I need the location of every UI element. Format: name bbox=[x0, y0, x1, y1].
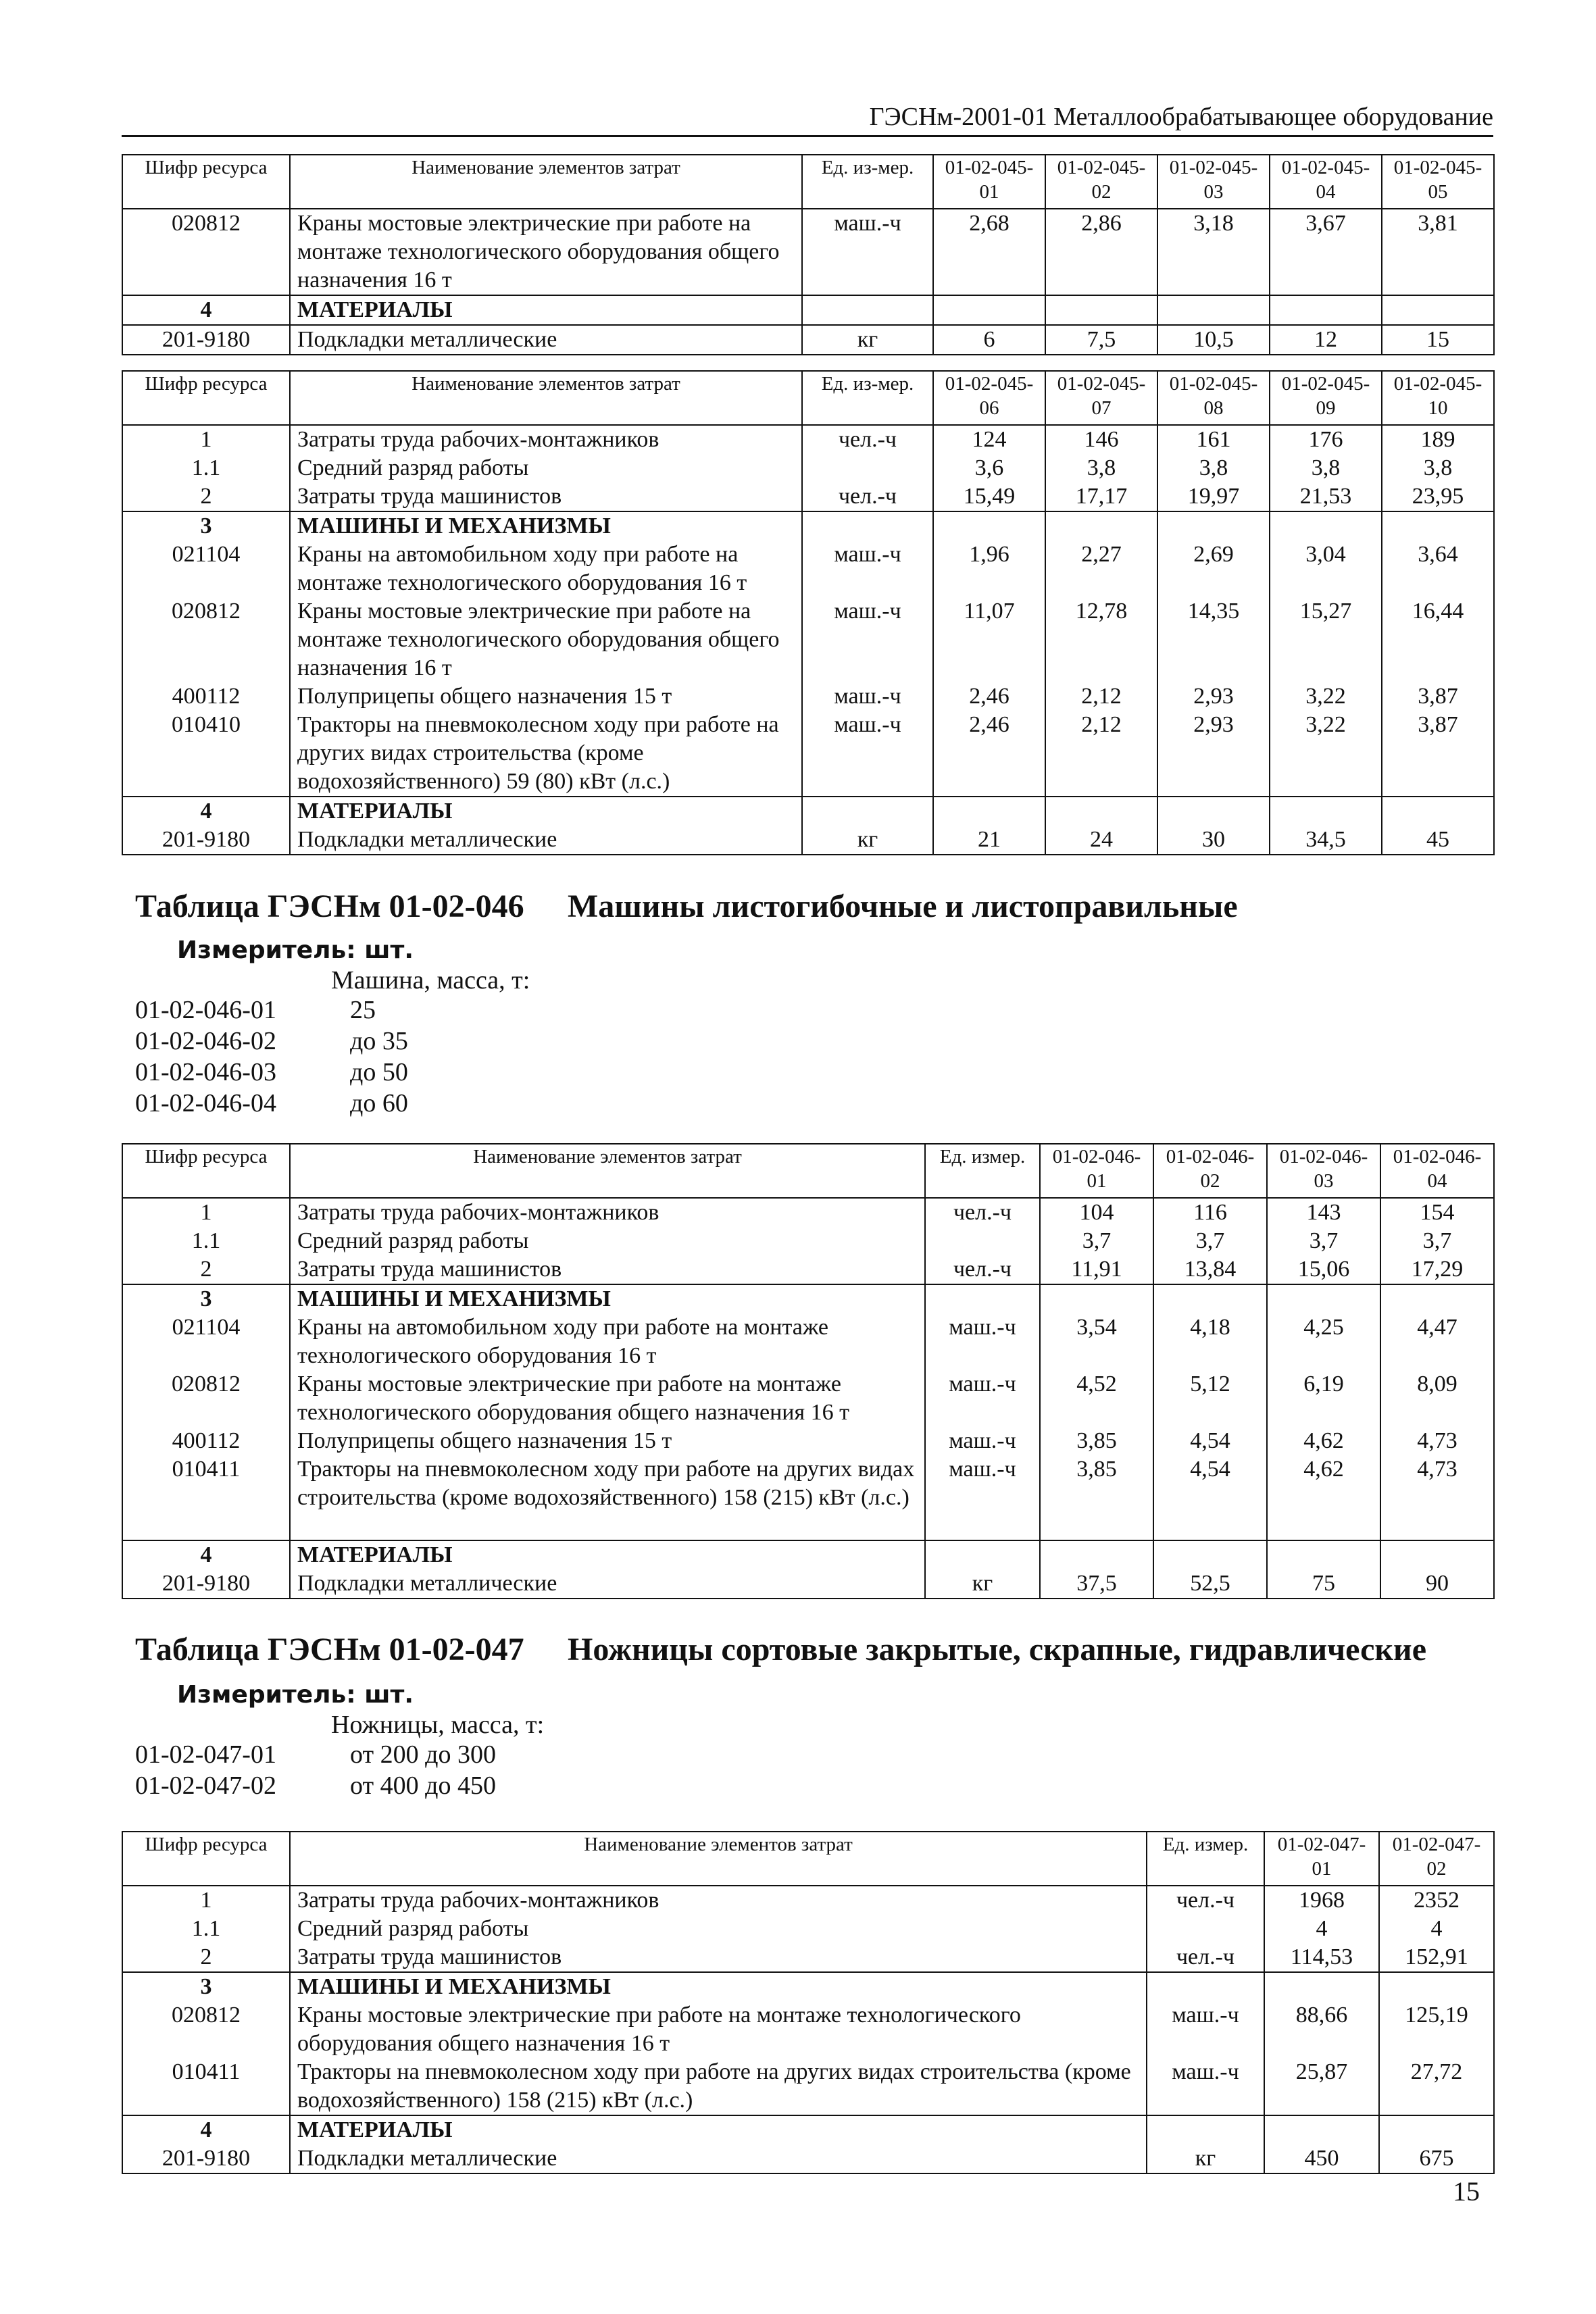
header-unit: Ед. измер. bbox=[925, 1144, 1040, 1198]
value-cell: 7,5 bbox=[1045, 325, 1157, 355]
section-title: МАШИНЫ И МЕХАНИЗМЫ bbox=[290, 511, 802, 540]
header-name: Наименование элементов затрат bbox=[290, 371, 802, 425]
column-header: 01-02-045-02 bbox=[1045, 155, 1157, 209]
table-row bbox=[122, 2058, 1494, 2115]
value-cell: 24 bbox=[1045, 826, 1157, 855]
cost-element-name: Краны мостовые электрические при работе на монтаже технологического оборудования общего назначения 16 т bbox=[290, 597, 802, 682]
cost-element-name: Полуприцепы общего назначения 15 т bbox=[290, 682, 802, 711]
header-code: Шифр ресурса bbox=[122, 155, 290, 209]
value-cell: 13,84 bbox=[1153, 1255, 1267, 1284]
value-cell: 143 bbox=[1267, 1198, 1380, 1227]
value-cell: 189 bbox=[1382, 425, 1494, 454]
section-code: 3 bbox=[122, 1972, 290, 2001]
column-header: 01-02-046-03 bbox=[1267, 1144, 1380, 1198]
value-cell: 19,97 bbox=[1157, 482, 1270, 511]
value-cell: 15 bbox=[1382, 325, 1494, 355]
value-cell: 45 bbox=[1382, 826, 1494, 855]
resource-code: 021104 bbox=[122, 540, 290, 597]
value-cell: 11,07 bbox=[933, 597, 1045, 682]
table-row bbox=[122, 425, 1494, 454]
unit-cell: кг bbox=[802, 826, 933, 855]
resource-code: 1.1 bbox=[122, 1915, 290, 1943]
page-number: 15 bbox=[1453, 2176, 1480, 2207]
header-unit: Ед. из-мер. bbox=[802, 155, 933, 209]
value-cell: 124 bbox=[933, 425, 1045, 454]
running-header: ГЭСНм-2001-01 Металлообрабатывающее оборудование bbox=[122, 100, 1493, 137]
resource-code: 1.1 bbox=[122, 1227, 290, 1255]
table-row bbox=[122, 1943, 1494, 1972]
column-header: 01-02-045-08 bbox=[1157, 371, 1270, 425]
table-row bbox=[122, 682, 1494, 711]
value-cell: 37,5 bbox=[1040, 1569, 1153, 1599]
value-cell: 4 bbox=[1379, 1915, 1494, 1943]
table-046-param-label bbox=[331, 965, 530, 996]
table-row bbox=[122, 1227, 1494, 1255]
value-cell: 34,5 bbox=[1270, 826, 1382, 855]
table-row bbox=[122, 1540, 1494, 1569]
table-row bbox=[122, 797, 1494, 826]
cost-element-name: Средний разряд работы bbox=[290, 454, 802, 482]
table-row bbox=[122, 1915, 1494, 1943]
value-cell: 4,54 bbox=[1153, 1427, 1267, 1455]
unit-cell: чел.-ч bbox=[1147, 1943, 1264, 1972]
resource-code: 2 bbox=[122, 1943, 290, 1972]
value-cell: 2,93 bbox=[1157, 682, 1270, 711]
value-cell: 4,47 bbox=[1380, 1313, 1494, 1370]
value-cell: 4,25 bbox=[1267, 1313, 1380, 1370]
param-value: 25 bbox=[350, 996, 376, 1024]
resource-code: 2 bbox=[122, 1255, 290, 1284]
unit-cell: маш.-ч bbox=[802, 540, 933, 597]
value-cell: 2,12 bbox=[1045, 711, 1157, 797]
value-cell: 3,7 bbox=[1040, 1227, 1153, 1255]
unit-cell bbox=[802, 454, 933, 482]
value-cell: 2,27 bbox=[1045, 540, 1157, 597]
column-header: 01-02-047-01 bbox=[1264, 1832, 1379, 1886]
param-code: 01-02-046-02 bbox=[135, 1027, 276, 1055]
column-header: 01-02-045-09 bbox=[1270, 371, 1382, 425]
value-cell: 4,73 bbox=[1380, 1455, 1494, 1540]
value-cell: 154 bbox=[1380, 1198, 1494, 1227]
section-code: 4 bbox=[122, 2115, 290, 2144]
unit-cell: маш.-ч bbox=[925, 1455, 1040, 1540]
resource-code: 1 bbox=[122, 425, 290, 454]
resource-code: 201-9180 bbox=[122, 2144, 290, 2173]
param-row bbox=[135, 995, 608, 1026]
cost-element-name: Краны на автомобильном ходу при работе на монтаже технологического оборудования 16 т bbox=[290, 540, 802, 597]
column-header: 01-02-045-06 bbox=[933, 371, 1045, 425]
section-code: 3 bbox=[122, 1284, 290, 1313]
table-row bbox=[122, 2115, 1494, 2144]
value-cell: 4,73 bbox=[1380, 1427, 1494, 1455]
column-header: 01-02-047-02 bbox=[1379, 1832, 1494, 1886]
param-code: 01-02-047-02 bbox=[135, 1771, 276, 1800]
resource-code: 021104 bbox=[122, 1313, 290, 1370]
value-cell: 3,8 bbox=[1270, 454, 1382, 482]
value-cell: 125,19 bbox=[1379, 2001, 1494, 2058]
table-046 bbox=[122, 1143, 1495, 1599]
unit-cell bbox=[1147, 1915, 1264, 1943]
value-cell: 4,62 bbox=[1267, 1427, 1380, 1455]
value-cell: 12,78 bbox=[1045, 597, 1157, 682]
value-cell: 2,46 bbox=[933, 711, 1045, 797]
value-cell: 3,7 bbox=[1267, 1227, 1380, 1255]
param-value: от 400 до 450 bbox=[350, 1771, 496, 1800]
table-047-params bbox=[135, 1739, 676, 1804]
table-row bbox=[122, 2144, 1494, 2173]
value-cell: 3,67 bbox=[1270, 209, 1382, 295]
header-name: Наименование элементов затрат bbox=[290, 155, 802, 209]
value-cell: 4,62 bbox=[1267, 1455, 1380, 1540]
value-cell: 25,87 bbox=[1264, 2058, 1379, 2115]
value-cell: 4,52 bbox=[1040, 1370, 1153, 1427]
resource-code: 020812 bbox=[122, 597, 290, 682]
table-row bbox=[122, 1370, 1494, 1427]
value-cell: 4 bbox=[1264, 1915, 1379, 1943]
cost-element-name: Тракторы на пневмоколесном ходу при работе на других видах строительства (кроме водохозяйственного) 59 (80) кВт (л.с.) bbox=[290, 711, 802, 797]
table-row bbox=[122, 454, 1494, 482]
value-cell: 3,04 bbox=[1270, 540, 1382, 597]
table-row bbox=[122, 597, 1494, 682]
value-cell: 23,95 bbox=[1382, 482, 1494, 511]
table-046-name: Машины листогибочные и листоправильные bbox=[568, 888, 1238, 924]
resource-code: 010411 bbox=[122, 1455, 290, 1540]
table-row bbox=[122, 540, 1494, 597]
section-title: МАШИНЫ И МЕХАНИЗМЫ bbox=[290, 1972, 1147, 2001]
value-cell: 27,72 bbox=[1379, 2058, 1494, 2115]
column-header: 01-02-046-04 bbox=[1380, 1144, 1494, 1198]
value-cell: 3,7 bbox=[1380, 1227, 1494, 1255]
value-cell: 3,87 bbox=[1382, 682, 1494, 711]
header-code: Шифр ресурса bbox=[122, 1144, 290, 1198]
value-cell: 3,8 bbox=[1382, 454, 1494, 482]
value-cell: 3,6 bbox=[933, 454, 1045, 482]
section-title: МАТЕРИАЛЫ bbox=[290, 295, 802, 325]
section-title: МАТЕРИАЛЫ bbox=[290, 797, 802, 826]
value-cell: 3,7 bbox=[1153, 1227, 1267, 1255]
resource-code: 1 bbox=[122, 1198, 290, 1227]
value-cell: 146 bbox=[1045, 425, 1157, 454]
table-row bbox=[122, 295, 1494, 325]
value-cell: 161 bbox=[1157, 425, 1270, 454]
value-cell: 16,44 bbox=[1382, 597, 1494, 682]
value-cell: 4,54 bbox=[1153, 1455, 1267, 1540]
value-cell: 15,06 bbox=[1267, 1255, 1380, 1284]
column-header: 01-02-045-03 bbox=[1157, 155, 1270, 209]
table-row bbox=[122, 2001, 1494, 2058]
value-cell: 75 bbox=[1267, 1569, 1380, 1599]
value-cell: 30 bbox=[1157, 826, 1270, 855]
value-cell: 88,66 bbox=[1264, 2001, 1379, 2058]
cost-element-name: Подкладки металлические bbox=[290, 826, 802, 855]
param-value: от 200 до 300 bbox=[350, 1740, 496, 1769]
resource-code: 201-9180 bbox=[122, 1569, 290, 1599]
param-row bbox=[135, 1057, 608, 1088]
value-cell: 90 bbox=[1380, 1569, 1494, 1599]
param-label: Ножницы, масса, т: bbox=[331, 1711, 545, 1739]
header-unit: Ед. измер. bbox=[1147, 1832, 1264, 1886]
value-cell: 4,18 bbox=[1153, 1313, 1267, 1370]
value-cell: 2,68 bbox=[933, 209, 1045, 295]
param-row bbox=[135, 1088, 608, 1119]
resource-code: 2 bbox=[122, 482, 290, 511]
unit-cell: маш.-ч bbox=[925, 1313, 1040, 1370]
table-047 bbox=[122, 1831, 1495, 2174]
resource-code: 1.1 bbox=[122, 454, 290, 482]
value-cell: 2,12 bbox=[1045, 682, 1157, 711]
section-title: МАШИНЫ И МЕХАНИЗМЫ bbox=[290, 1284, 925, 1313]
value-cell: 450 bbox=[1264, 2144, 1379, 2173]
value-cell: 104 bbox=[1040, 1198, 1153, 1227]
table-row bbox=[122, 1255, 1494, 1284]
value-cell: 3,81 bbox=[1382, 209, 1494, 295]
table-row bbox=[122, 325, 1494, 355]
cost-element-name: Подкладки металлические bbox=[290, 2144, 1147, 2173]
value-cell: 2,69 bbox=[1157, 540, 1270, 597]
value-cell: 6 bbox=[933, 325, 1045, 355]
table-row bbox=[122, 1313, 1494, 1370]
column-header: 01-02-045-07 bbox=[1045, 371, 1157, 425]
unit-cell: чел.-ч bbox=[1147, 1886, 1264, 1915]
value-cell: 11,91 bbox=[1040, 1255, 1153, 1284]
value-cell: 3,64 bbox=[1382, 540, 1494, 597]
column-header: 01-02-046-01 bbox=[1040, 1144, 1153, 1198]
value-cell: 52,5 bbox=[1153, 1569, 1267, 1599]
unit-cell: маш.-ч bbox=[802, 711, 933, 797]
header-name: Наименование элементов затрат bbox=[290, 1144, 925, 1198]
cost-element-name: Подкладки металлические bbox=[290, 325, 802, 355]
header-code: Шифр ресурса bbox=[122, 1832, 290, 1886]
value-cell: 1968 bbox=[1264, 1886, 1379, 1915]
value-cell: 15,27 bbox=[1270, 597, 1382, 682]
table-045-part-a bbox=[122, 154, 1495, 355]
value-cell: 3,8 bbox=[1045, 454, 1157, 482]
value-cell: 6,19 bbox=[1267, 1370, 1380, 1427]
table-row bbox=[122, 1427, 1494, 1455]
section-code: 4 bbox=[122, 1540, 290, 1569]
resource-code: 201-9180 bbox=[122, 826, 290, 855]
cost-element-name: Затраты труда рабочих-монтажников bbox=[290, 1886, 1147, 1915]
value-cell: 2,93 bbox=[1157, 711, 1270, 797]
table-046-params bbox=[135, 995, 608, 1123]
value-cell: 17,17 bbox=[1045, 482, 1157, 511]
cost-element-name: Средний разряд работы bbox=[290, 1915, 1147, 1943]
section-code: 4 bbox=[122, 797, 290, 826]
cost-element-name: Краны мостовые электрические при работе на монтаже технологического оборудования общего назначения 16 т bbox=[290, 1370, 925, 1427]
value-cell: 21 bbox=[933, 826, 1045, 855]
section-code: 4 bbox=[122, 295, 290, 325]
table-046-measure: Измеритель: шт. bbox=[177, 936, 414, 964]
value-cell: 10,5 bbox=[1157, 325, 1270, 355]
value-cell: 21,53 bbox=[1270, 482, 1382, 511]
resource-code: 201-9180 bbox=[122, 325, 290, 355]
value-cell: 1,96 bbox=[933, 540, 1045, 597]
value-cell: 3,87 bbox=[1382, 711, 1494, 797]
param-value: до 60 bbox=[350, 1089, 408, 1117]
value-cell: 17,29 bbox=[1380, 1255, 1494, 1284]
value-cell: 3,22 bbox=[1270, 711, 1382, 797]
unit-cell: чел.-ч bbox=[925, 1255, 1040, 1284]
value-cell: 2352 bbox=[1379, 1886, 1494, 1915]
table-row bbox=[122, 1198, 1494, 1227]
section-title: МАТЕРИАЛЫ bbox=[290, 1540, 925, 1569]
unit-cell: кг bbox=[925, 1569, 1040, 1599]
resource-code: 010410 bbox=[122, 711, 290, 797]
cost-element-name: Затраты труда машинистов bbox=[290, 1943, 1147, 1972]
unit-cell: кг bbox=[802, 325, 933, 355]
column-header: 01-02-046-02 bbox=[1153, 1144, 1267, 1198]
unit-cell bbox=[925, 1227, 1040, 1255]
value-cell: 176 bbox=[1270, 425, 1382, 454]
unit-cell: маш.-ч bbox=[1147, 2001, 1264, 2058]
unit-cell: маш.-ч bbox=[925, 1370, 1040, 1427]
value-cell: 8,09 bbox=[1380, 1370, 1494, 1427]
table-046-number: Таблица ГЭСНм 01-02-046 bbox=[135, 888, 524, 924]
table-row bbox=[122, 482, 1494, 511]
value-cell: 3,85 bbox=[1040, 1455, 1153, 1540]
cost-element-name: Краны мостовые электрические при работе на монтаже технологического оборудования общего назначения 16 т bbox=[290, 209, 802, 295]
table-047-name: Ножницы сортовые закрытые, скрапные, гидравлические bbox=[568, 1632, 1426, 1667]
value-cell: 2,46 bbox=[933, 682, 1045, 711]
column-header: 01-02-045-01 bbox=[933, 155, 1045, 209]
value-cell: 12 bbox=[1270, 325, 1382, 355]
cost-element-name: Затраты труда машинистов bbox=[290, 482, 802, 511]
param-row bbox=[135, 1739, 676, 1770]
unit-cell: чел.-ч bbox=[802, 425, 933, 454]
resource-code: 010411 bbox=[122, 2058, 290, 2115]
resource-code: 020812 bbox=[122, 1370, 290, 1427]
table-row bbox=[122, 209, 1494, 295]
value-cell: 675 bbox=[1379, 2144, 1494, 2173]
value-cell: 3,54 bbox=[1040, 1313, 1153, 1370]
cost-element-name: Полуприцепы общего назначения 15 т bbox=[290, 1427, 925, 1455]
table-045-part-b bbox=[122, 370, 1495, 855]
unit-cell: чел.-ч bbox=[925, 1198, 1040, 1227]
table-row bbox=[122, 511, 1494, 540]
cost-element-name: Средний разряд работы bbox=[290, 1227, 925, 1255]
header-code: Шифр ресурса bbox=[122, 371, 290, 425]
unit-cell: маш.-ч bbox=[802, 597, 933, 682]
value-cell: 116 bbox=[1153, 1198, 1267, 1227]
column-header: 01-02-045-05 bbox=[1382, 155, 1494, 209]
table-047-param-label bbox=[331, 1709, 544, 1740]
param-value: до 50 bbox=[350, 1058, 408, 1086]
param-code: 01-02-047-01 bbox=[135, 1740, 276, 1769]
cost-element-name: Краны на автомобильном ходу при работе на монтаже технологического оборудования 16 т bbox=[290, 1313, 925, 1370]
cost-element-name: Тракторы на пневмоколесном ходу при работе на других видах строительства (кроме водохозяйственного) 158 (215) кВт (л.с.) bbox=[290, 1455, 925, 1540]
value-cell: 114,53 bbox=[1264, 1943, 1379, 1972]
unit-cell: маш.-ч bbox=[1147, 2058, 1264, 2115]
table-row bbox=[122, 826, 1494, 855]
table-047-title bbox=[135, 1630, 1426, 1670]
cost-element-name: Затраты труда машинистов bbox=[290, 1255, 925, 1284]
cost-element-name: Затраты труда рабочих-монтажников bbox=[290, 425, 802, 454]
table-row bbox=[122, 711, 1494, 797]
table-row bbox=[122, 1972, 1494, 2001]
table-row bbox=[122, 1284, 1494, 1313]
param-code: 01-02-046-01 bbox=[135, 996, 276, 1024]
resource-code: 400112 bbox=[122, 1427, 290, 1455]
table-047-measure: Измеритель: шт. bbox=[177, 1681, 414, 1709]
param-code: 01-02-046-03 bbox=[135, 1058, 276, 1086]
cost-element-name: Краны мостовые электрические при работе на монтаже технологического оборудования общего назначения 16 т bbox=[290, 2001, 1147, 2058]
column-header: 01-02-045-04 bbox=[1270, 155, 1382, 209]
resource-code: 1 bbox=[122, 1886, 290, 1915]
unit-cell: чел.-ч bbox=[802, 482, 933, 511]
table-row bbox=[122, 1886, 1494, 1915]
section-title: МАТЕРИАЛЫ bbox=[290, 2115, 1147, 2144]
param-code: 01-02-046-04 bbox=[135, 1089, 276, 1117]
resource-code: 400112 bbox=[122, 682, 290, 711]
value-cell: 3,85 bbox=[1040, 1427, 1153, 1455]
cost-element-name: Подкладки металлические bbox=[290, 1569, 925, 1599]
header-unit: Ед. из-мер. bbox=[802, 371, 933, 425]
section-code: 3 bbox=[122, 511, 290, 540]
value-cell: 3,8 bbox=[1157, 454, 1270, 482]
value-cell: 2,86 bbox=[1045, 209, 1157, 295]
resource-code: 020812 bbox=[122, 2001, 290, 2058]
param-row bbox=[135, 1770, 676, 1801]
table-047-number: Таблица ГЭСНм 01-02-047 bbox=[135, 1632, 524, 1667]
value-cell: 152,91 bbox=[1379, 1943, 1494, 1972]
resource-code: 020812 bbox=[122, 209, 290, 295]
table-row bbox=[122, 1455, 1494, 1540]
table-row bbox=[122, 1569, 1494, 1599]
unit-cell: маш.-ч bbox=[802, 209, 933, 295]
unit-cell: кг bbox=[1147, 2144, 1264, 2173]
param-value: до 35 bbox=[350, 1027, 408, 1055]
value-cell: 5,12 bbox=[1153, 1370, 1267, 1427]
cost-element-name: Тракторы на пневмоколесном ходу при работе на других видах строительства (кроме водохозяйственного) 158 (215) кВт (л.с.) bbox=[290, 2058, 1147, 2115]
column-header: 01-02-045-10 bbox=[1382, 371, 1494, 425]
cost-element-name: Затраты труда рабочих-монтажников bbox=[290, 1198, 925, 1227]
param-row bbox=[135, 1026, 608, 1057]
unit-cell: маш.-ч bbox=[802, 682, 933, 711]
header-name: Наименование элементов затрат bbox=[290, 1832, 1147, 1886]
value-cell: 15,49 bbox=[933, 482, 1045, 511]
table-046-title bbox=[135, 886, 1238, 927]
value-cell: 14,35 bbox=[1157, 597, 1270, 682]
unit-cell: маш.-ч bbox=[925, 1427, 1040, 1455]
param-label: Машина, масса, т: bbox=[331, 966, 530, 995]
value-cell: 3,22 bbox=[1270, 682, 1382, 711]
value-cell: 3,18 bbox=[1157, 209, 1270, 295]
